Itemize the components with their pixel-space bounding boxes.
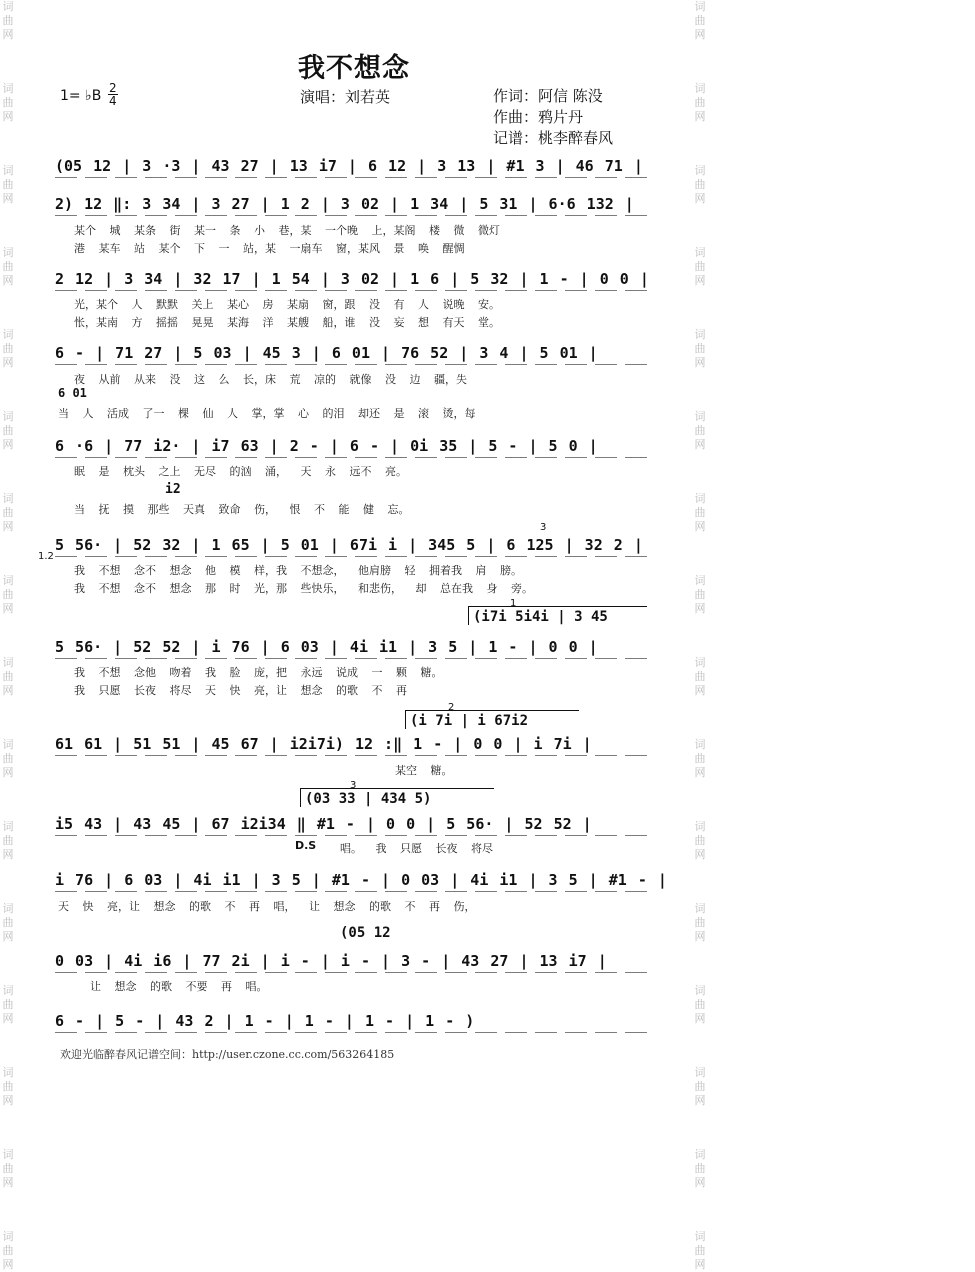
volta-1-notes: (i7i 5i4i | 3 45 (468, 606, 647, 625)
lyric-row-10-verse-1: 天 快 亮，让 想念 的歌 不 再 唱， 让 想念 的歌 不 再 伤， (58, 900, 476, 913)
score-row-4: 6 - | 71 27 | 5 03 | 45 3 | 6 01 | 76 52 | 3 4 | 5 01 | (55, 344, 655, 362)
alt-notes-row-4: 6 01 (58, 386, 87, 400)
credits-block (493, 86, 613, 149)
interlude-notes: (05 12 (340, 925, 391, 941)
lyric-row-4-verse-2: 当 人 活成 了一 棵 仙 人 掌，掌 心 的泪 却还 是 滚 烫，每 (58, 407, 476, 420)
volta-2-mark: 2 (448, 702, 455, 713)
lyric-row-11-verse-1: 让 想念 的歌 不要 再 唱。 (90, 980, 268, 993)
score-row-2: 2) 12 ‖: 3 34 | 3 27 | 1 2 | 3 02 | 1 34 | 5 31 | 6·6 132 | (55, 195, 655, 213)
lyric-row-6-verse-2: 我 不想 念不 想念 那 时 光，那 些快乐， 和悲伤， 却 总在我 身 旁。 (74, 582, 533, 595)
score-row-8: 61 61 | 51 51 | 45 67 | i2i7i) 12 :‖ 1 - | 0 0 | i 7i | (55, 735, 655, 753)
score-row-5: 6 ·6 | 77 i2· | i7 63 | 2 - | 6 - | 0i 35 | 5 - | 5 0 | (55, 437, 655, 455)
lyric-row-7-verse-1: 我 不想 念他 吻着 我 脸 庞，把 永远 说成 一 颗 糖。 (74, 666, 443, 679)
score-row-1: (05 12 | 3 ·3 | 43 27 | 13 i7 | 6 12 | 3 13 | #1 3 | 46 71 | (55, 157, 655, 175)
score-row-3: 2 12 | 3 34 | 32 17 | 1 54 | 3 02 | 1 6 | 5 32 | 1 - | 0 0 | (55, 270, 655, 288)
lyric-row-5-verse-1: 眠 是 枕头 之上 无尽 的汹 涌， 天 永 远不 亮。 (74, 465, 407, 478)
score-row-7: 5 56· | 52 52 | i 76 | 6 03 | 4i i1 | 3 5 | 1 - | 0 0 | (55, 638, 655, 656)
lyric-row-8-verse-1: 某空 糖。 (395, 764, 453, 777)
triplet-mark-row-6: 3 (540, 522, 547, 533)
watermark-left: 词曲网 词曲网 词曲网 词曲网 词曲网 词曲网 词曲网 词曲网 词曲网 词曲网 词曲网 词曲网 词曲网 词曲网 词曲网 词曲网 (2, 0, 14, 1271)
volta-3-mark: 3 (350, 780, 357, 791)
lyric-row-9-verse-1: 唱。 我 只愿 长夜 将尽 (340, 842, 493, 855)
lyric-row-7-verse-2: 我 只愿 长夜 将尽 天 快 亮，让 想念 的歌 不 再 (74, 684, 407, 697)
singer-credit: 演唱：刘若英 (300, 88, 391, 106)
ds-marking: D.S (295, 839, 317, 852)
lyric-row-3-verse-2: 怅，某南 方 摇摇 晃晃 某海 洋 某艘 船，谁 没 妄 想 有天 堂。 (74, 316, 500, 329)
lyric-row-4-verse-1: 夜 从前 从来 没 这 么 长，床 荒 凉的 就像 没 边 疆，失 (74, 373, 467, 386)
watermark-right: 词曲网 词曲网 词曲网 词曲网 词曲网 词曲网 词曲网 词曲网 词曲网 词曲网 词曲网 词曲网 词曲网 词曲网 词曲网 词曲网 (694, 0, 706, 1271)
volta-2-notes: (i 7i | i 67i2 (405, 710, 579, 729)
footer-link: 欢迎光临醉春风记谱空间：http://user.czone.cc.com/563264185 (60, 1048, 395, 1061)
lyric-row-2-verse-1: 某个 城 某条 街 某一 条 小 巷，某 一个晚 上，某阁 楼 微 微灯 (74, 224, 500, 237)
time-signature (108, 82, 118, 107)
score-row-10: i 76 | 6 03 | 4i i1 | 3 5 | #1 - | 0 03 | 4i i1 | 3 5 | #1 - | (55, 871, 667, 889)
lyric-row-3-verse-1: 光，某个 人 默默 关上 某心 房 某扇 窗，跟 没 有 人 说晚 安。 (74, 298, 500, 311)
composer-credit: 作曲：鸦片丹 (493, 108, 584, 126)
lyric-row-6-verse-1: 我 不想 念不 想念 他 模 样，我 不想念， 他肩膀 轻 拥着我 肩 膀。 (74, 564, 522, 577)
time-bottom: 4 (109, 94, 117, 108)
song-title: 我不想念 (298, 53, 410, 84)
repeat-mark-1-2: 1.2 (38, 551, 54, 562)
lyricist-credit: 作词：阿信 陈没 (493, 87, 603, 105)
lyric-row-5-verse-2: 当 抚 摸 那些 天真 致命 伤， 恨 不 能 健 忘。 (74, 503, 410, 516)
lyric-row-2-verse-2: 港 某车 站 某个 下 一 站，某 一扇车 窗，某风 景 唤 醒惆 (74, 242, 465, 255)
alt-notes-row-5: i2 (165, 482, 181, 497)
time-top: 2 (109, 81, 117, 95)
transcriber-credit: 记谱：桃李醉春风 (493, 129, 614, 147)
score-row-11: 0 03 | 4i i6 | 77 2i | i - | i - | 3 - | 43 27 | 13 i7 | (55, 952, 655, 970)
volta-1-mark: 1 (510, 598, 517, 609)
score-row-9: i5 43 | 43 45 | 67 i2i34 ‖ #1 - | 0 0 | 5 56· | 52 52 | (55, 815, 655, 833)
key-signature: 1= ♭B (60, 88, 102, 104)
volta-3-notes: (03 33 | 434 5) (300, 788, 494, 807)
score-row-6: 5 56· | 52 32 | 1 65 | 5 01 | 67i i | 345 5 | 6 125 | 32 2 | (55, 536, 655, 554)
score-row-12: 6 - | 5 - | 43 2 | 1 - | 1 - | 1 - | 1 - ) (55, 1012, 655, 1030)
